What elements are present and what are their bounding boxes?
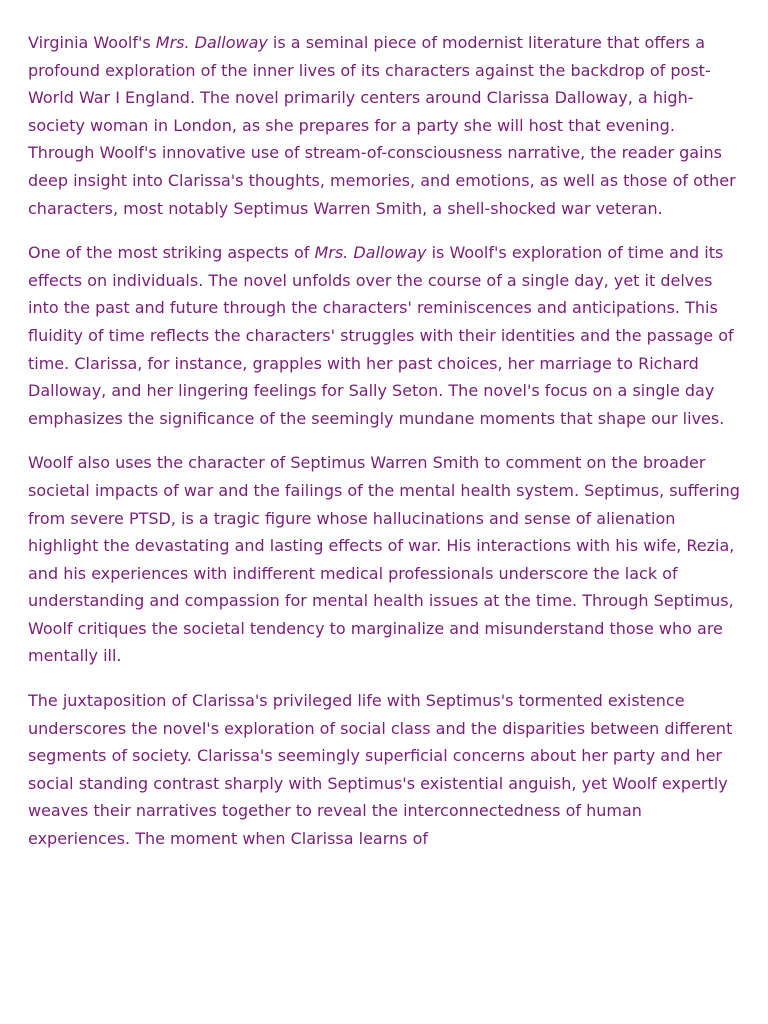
book-title: Mrs. Dalloway [314, 243, 427, 263]
paragraph-time [28, 239, 742, 432]
paragraph-text: is Woolf's exploration of time and its effects on individuals. The novel unfolds over the course of a single day, yet it delves into the past and future through the characters' reminiscences and anticipations. This fluidity of time reflects the characters' struggles with their identities and the passage of time. Clarissa, for instance, grapples with her past choices, her marriage to Richard Dalloway, and her lingering feelings for Sally Seton. The novel's focus on a single day emphasizes the significance of the seemingly mundane moments that shape our lives. [28, 243, 734, 428]
book-title: Mrs. Dalloway [155, 33, 268, 52]
paragraph-intro [28, 29, 742, 222]
paragraph-text: The juxtaposition of Clarissa's privileged life with Septimus's tormented existence underscores the novel's exploration of social class and the disparities between different segments of society. Clarissa's seemingly superficial concerns about her party and her social standing contrast sharply with Septimus's existential anguish, yet Woolf expertly weaves their narratives together to reveal the interconnectedness of human experiences. The moment when Clarissa learns of [28, 691, 733, 849]
paragraph-text: One of the most striking aspects of [28, 243, 315, 263]
paragraph-text: is a seminal piece of modernist literature that offers a profound exploration of the inner lives of its characters against the backdrop of post-World War I England. The novel primarily centers around Clarissa Dalloway, a high-society woman in London, as she prepares for a party she will host that evening. Through Woolf's innovative use of stream-of-consciousness narrative, the reader gains deep insight into Clarissa's thoughts, memories, and emotions, as well as those of other characters, most notably Septimus Warren Smith, a shell-shocked war veteran. [28, 33, 736, 218]
paragraph-text: Woolf also uses the character of Septimus Warren Smith to comment on the broader societal impacts of war and the failings of the mental health system. Septimus, suffering from severe PTSD, is a tragic figure whose hallucinations and sense of alienation highlight the devastating and lasting effects of war. His interactions with his wife, Rezia, and his experiences with indifferent medical professionals underscore the lack of understanding and compassion for mental health issues at the time. Through Septimus, Woolf critiques the societal tendency to marginalize and misunderstand those who are mentally ill. [28, 453, 740, 666]
paragraph-text: Virginia Woolf's [28, 33, 156, 52]
paragraph-septimus [28, 449, 742, 670]
paragraph-social-class [28, 687, 742, 853]
